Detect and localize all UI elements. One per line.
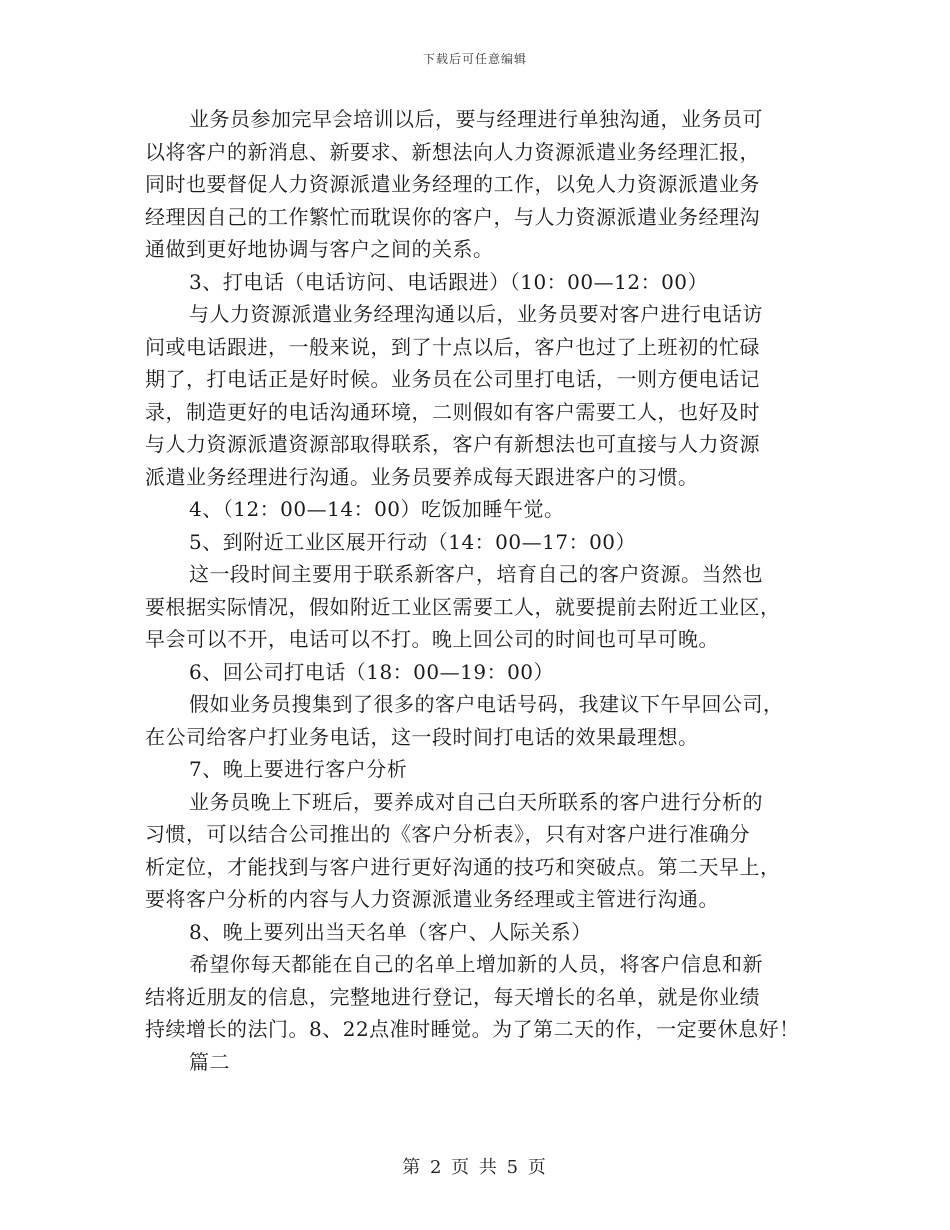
text-line: 篇二 xyxy=(189,1049,230,1074)
text-line: 与人力资源派遣业务经理沟通以后，业务员要对客户进行电话访 xyxy=(189,302,763,326)
document-body xyxy=(145,103,810,1078)
text-line: 派遣业务经理进行沟通。业务员要养成每天跟进客户的习惯。 xyxy=(145,464,699,489)
text-line: 在公司给客户打业务电话，这一段时间打电话的效果最理想。 xyxy=(145,724,699,749)
text-line: 结将近朋友的信息，完整地进行登记，每天增长的名单，就是你业绩 xyxy=(145,984,760,1009)
text-line: 要将客户分析的内容与人力资源派遣业务经理或主管进行沟通。 xyxy=(145,887,719,911)
text-line: 5、到附近工业区展开行动（14：00—17：00） xyxy=(189,529,637,554)
text-line: 习惯，可以结合公司推出的《客户分析表》，只有对客户进行准确分 xyxy=(145,822,750,846)
text-line: 8、晚上要列出当天名单（客户、人际关系） xyxy=(189,919,592,944)
text-line: 业务员参加完早会培训以后，要与经理进行单独沟通，业务员可 xyxy=(189,107,763,131)
page-header: 下载后可任意编辑 xyxy=(422,52,527,66)
text-line: 要根据实际情况，假如附近工业区需要工人，就要提前去附近工业区， xyxy=(145,594,781,619)
text-line: 早会可以不开，电话可以不打。晚上回公司的时间也可早可晚。 xyxy=(145,627,719,651)
text-line: 问或电话跟进，一般来说，到了十点以后，客户也过了上班初的忙碌 xyxy=(145,334,760,359)
text-line: 假如业务员搜集到了很多的客户电话号码，我建议下午早回公司， xyxy=(189,692,784,716)
text-line: 7、晚上要进行客户分析 xyxy=(189,757,408,781)
text-line: 通做到更好地协调与客户之间的关系。 xyxy=(145,237,494,261)
page-footer: 第 2 页 共 5 页 xyxy=(402,1157,548,1178)
text-line: 业务员晚上下班后，要养成对自己白天所联系的客户进行分析的 xyxy=(189,789,763,814)
text-line: 录，制造更好的电话沟通环境，二则假如有客户需要工人，也好及时 xyxy=(145,399,760,424)
text-line: 以将客户的新消息、新要求、新想法向人力资源派遣业务经理汇报， xyxy=(145,139,760,164)
text-line: 6、回公司打电话（18：00—19：00） xyxy=(189,659,555,684)
text-line: 3、打电话（电话访问、电话跟进）（10：00—12：00） xyxy=(189,269,709,294)
text-line: 期了，打电话正是好时候。业务员在公司里打电话，一则方便电话记 xyxy=(145,367,760,391)
text-line: 经理因自己的工作繁忙而耽误你的客户，与人力资源派遣业务经理沟 xyxy=(145,204,760,229)
text-line: 这一段时间主要用于联系新客户，培育自己的客户资源。当然也 xyxy=(189,562,763,586)
text-line: 希望你每天都能在自己的名单上增加新的人员，将客户信息和新 xyxy=(189,952,763,976)
text-line: 析定位，才能找到与客户进行更好沟通的技巧和突破点。第二天早上， xyxy=(145,854,781,879)
text-line: 与人力资源派遣资源部取得联系，客户有新想法也可直接与人力资源 xyxy=(145,432,760,456)
text-line: 4、（12：00—14：00）吃饭加睡午觉。 xyxy=(189,497,565,521)
text-line: 同时也要督促人力资源派遣业务经理的工作，以免人力资源派遣业务 xyxy=(145,172,760,196)
text-line: 持续增长的法门。8、22点准时睡觉。为了第二天的作，一定要休息好！ xyxy=(145,1017,800,1041)
